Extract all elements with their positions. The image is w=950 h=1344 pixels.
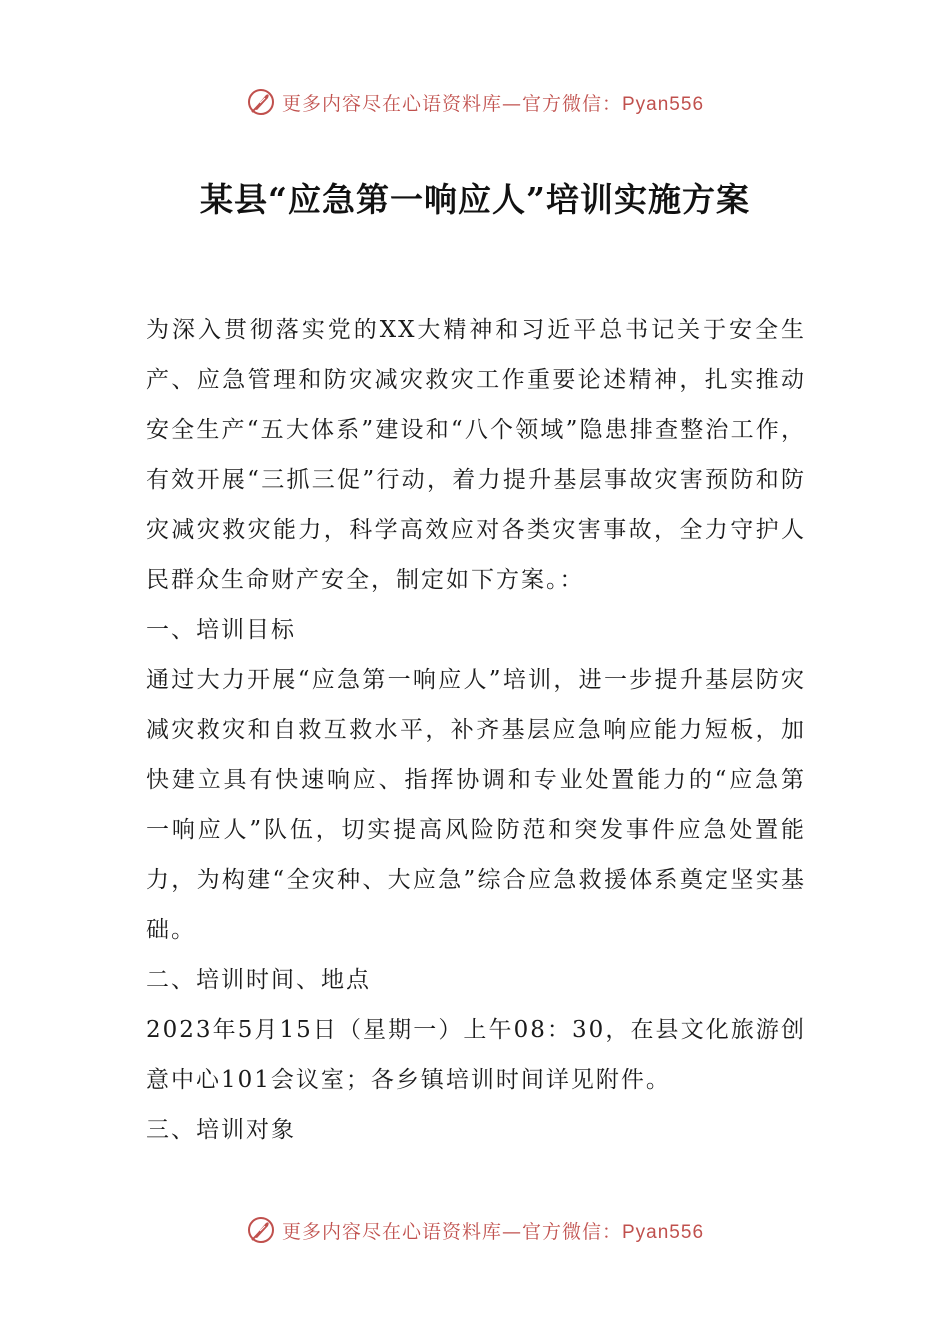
footer-wechat-id: Pyan556 [622, 1221, 705, 1243]
section2-paragraph: 2023年5月15日（星期一）上午08：30，在县文化旅游创意中心101会议室；各乡镇培训时间详见附件。 [146, 1017, 806, 1093]
footer-banner-text: 更多内容尽在心语资料库—官方微信：Pyan556 [281, 1220, 705, 1243]
section1-paragraph: 通过大力开展“应急第一响应人”培训，进一步提升基层防灾减灾救灾和自救互救水平，补齐基层应急响应能力短板，加快建立具有快速响应、指挥协调和专业处置能力的“应急第一响应人”队伍，切实提高风险防范和突发事件应急处置能力，为构建“全灾种、大应急”综合应急救援体系奠定坚实基础。 [146, 667, 806, 943]
section3-heading: 三、培训对象 [146, 1117, 296, 1143]
feather-pen-logo-icon [246, 1215, 276, 1245]
header-wechat-id: Pyan556 [622, 93, 705, 115]
document-title: 某县“应急第一响应人”培训实施方案 [200, 180, 750, 219]
feather-pen-logo-icon [246, 87, 276, 117]
header-banner-text: 更多内容尽在心语资料库—官方微信：Pyan556 [281, 92, 705, 115]
footer-banner [0, 1210, 950, 1250]
section2-heading: 二、培训时间、地点 [146, 967, 371, 993]
section1-heading: 一、培训目标 [146, 617, 296, 643]
intro-paragraph: 为深入贯彻落实党的XX大精神和习近平总书记关于安全生产、应急管理和防灾减灾救灾工作重要论述精神，扎实推动安全生产“五大体系”建设和“八个领域”隐患排查整治工作，有效开展“三抓三促”行动，着力提升基层事故灾害预防和防灾减灾救灾能力，科学高效应对各类灾害事故，全力守护人民群众生命财产安全，制定如下方案。： [146, 317, 806, 593]
header-banner [0, 82, 950, 122]
document-body [146, 305, 806, 1155]
